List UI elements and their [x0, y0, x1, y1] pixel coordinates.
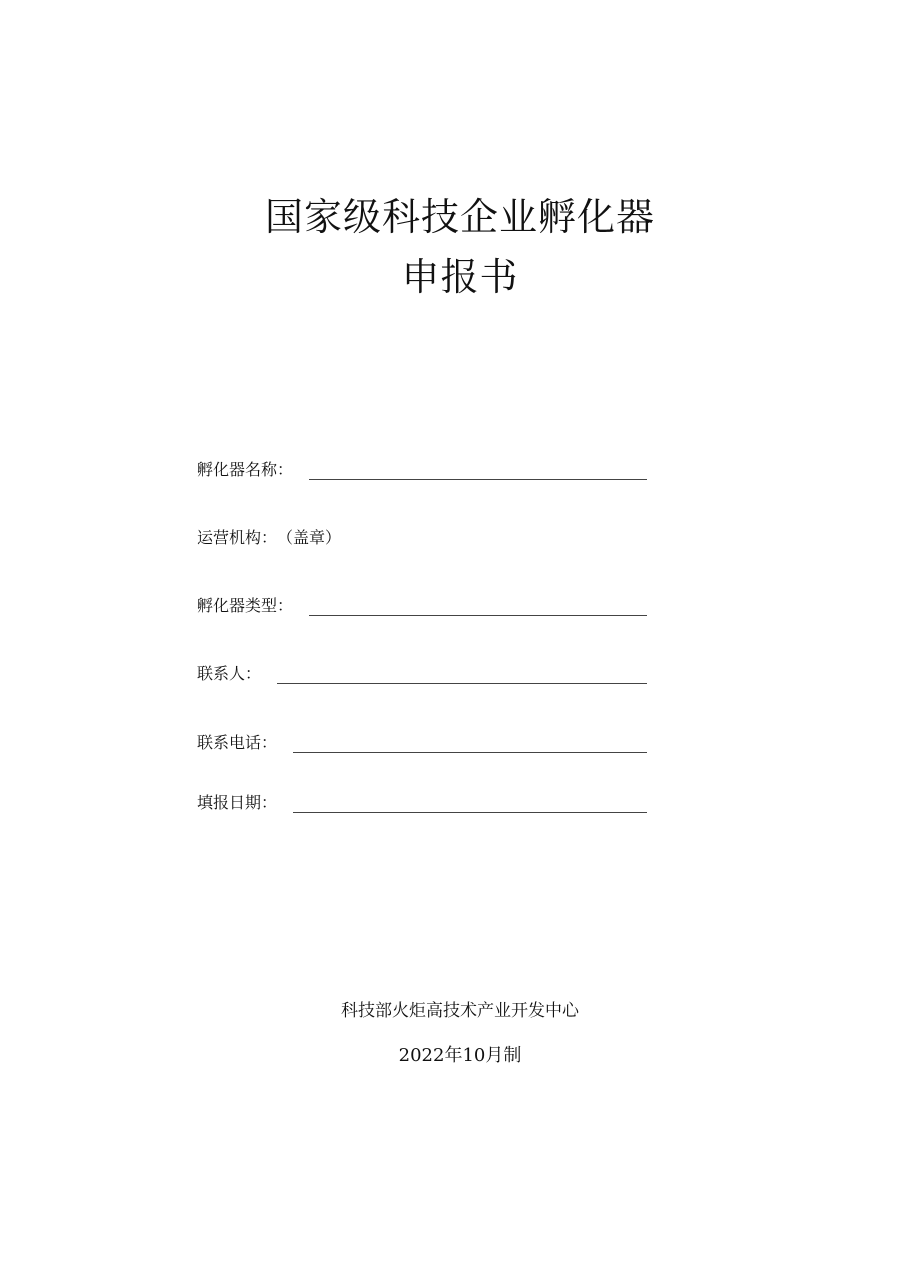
phone-label: 联系电话： [197, 733, 278, 752]
contact-label: 联系人： [197, 664, 262, 683]
incubator-name-label: 孵化器名称： [197, 460, 294, 479]
operator-row [197, 526, 647, 550]
phone-blank[interactable] [293, 751, 647, 753]
incubator-type-row [197, 594, 647, 618]
issue-date: 2022年10月制 [398, 1045, 522, 1066]
incubator-name-blank[interactable] [309, 478, 647, 480]
contact-blank[interactable] [277, 682, 647, 684]
document-title: 国家级科技企业孵化器 [264, 195, 655, 239]
issuing-organization: 科技部火炬高技术产业开发中心 [341, 1001, 579, 1021]
phone-row [197, 731, 647, 755]
fill-date-blank[interactable] [293, 811, 647, 813]
contact-row [197, 662, 647, 686]
incubator-type-label: 孵化器类型： [197, 596, 294, 615]
incubator-type-blank[interactable] [309, 614, 647, 616]
operator-seal-note: （盖章） [277, 528, 342, 547]
fill-date-label: 填报日期： [197, 793, 278, 812]
fill-date-row [197, 791, 647, 815]
incubator-name-row [197, 458, 647, 482]
operator-label: 运营机构： [197, 528, 278, 547]
document-subtitle: 申报书 [401, 255, 519, 299]
